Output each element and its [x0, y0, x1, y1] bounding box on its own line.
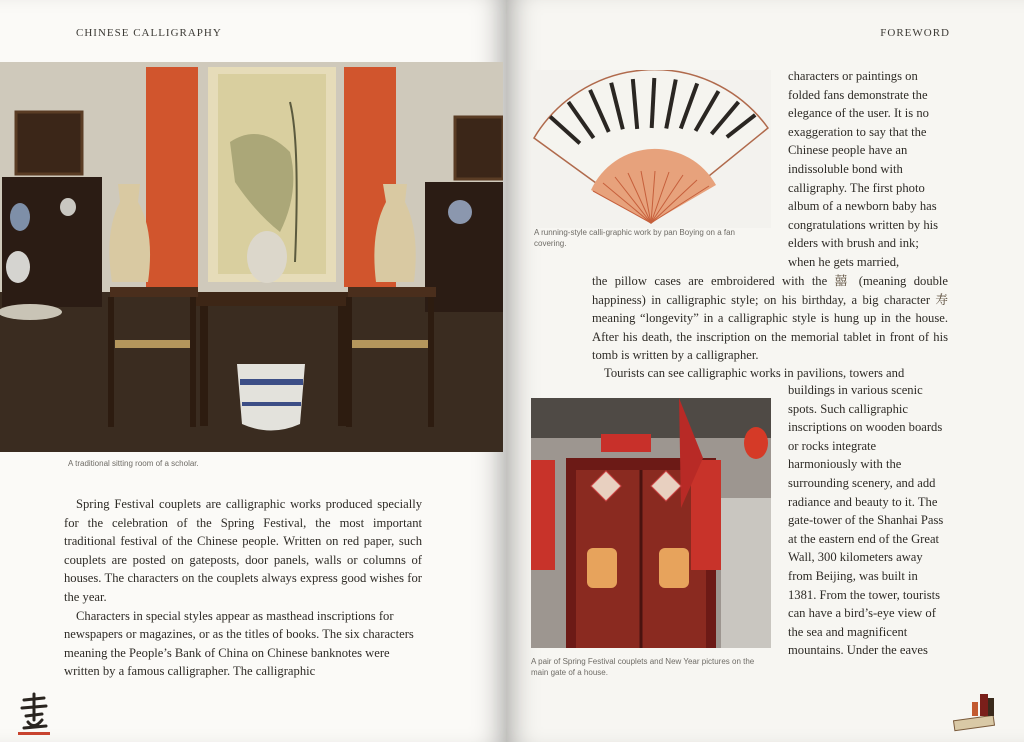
- left-body-text: [64, 495, 422, 681]
- wide-text-1: the pillow cases are embroidered with the: [592, 274, 835, 288]
- right-column-top: characters or paintings on folded fans demonstrate the elegance of the user. It is no exaggeration to say that the Chinese people have an indissoluble bond with calligraphy. The first photo album of a newborn baby has congratulations written by his elders with brush and ink; when he gets married,: [788, 69, 939, 269]
- scholar-room-photo: [0, 62, 503, 452]
- paragraph-spring-festival: Spring Festival couplets are calligraphic works produced specially for the celebration of the Spring Festival, the most important traditional festival of the Chinese people. Written on red paper, such couplets are posted on gateposts, door panels, walls or columns of houses. The characters on the couplets always express good wishes for the year.: [64, 497, 422, 604]
- paragraph-special-styles: Characters in special styles appear as masthead inscriptions for newspapers or magazines, or as the titles of books. The six characters meaning the People’s Bank of China on Chinese banknotes were written by a famous calligrapher. The calligraphic: [64, 608, 414, 679]
- character-longevity: 寿: [935, 292, 948, 307]
- door-photo-caption: A pair of Spring Festival couplets and New Year pictures on the main gate of a house.: [531, 657, 755, 677]
- scholar-room-caption: A traditional sitting room of a scholar.: [68, 459, 199, 468]
- running-header-right: FOREWORD: [880, 27, 950, 39]
- tourists-line: Tourists can see calligraphic works in pavilions, towers and: [604, 366, 905, 380]
- fan-photo-caption: A running-style calli-graphic work by pan Boying on a fan covering.: [534, 228, 735, 248]
- wide-text-3: meaning “longevity” in a calligraphic style is hung up in the house. After his death, the inscription on the memorial tablet in front of his tomb is written by a calligrapher.: [592, 311, 948, 363]
- books-and-brush-icon: [952, 688, 998, 736]
- fan-calligraphy-photo: [531, 70, 771, 228]
- running-header-left: CHINESE CALLIGRAPHY: [76, 27, 222, 39]
- left-page: [0, 0, 506, 742]
- right-page: [506, 0, 1024, 742]
- character-double-happiness: 囍: [834, 274, 852, 288]
- calligraphy-logo-icon: [18, 690, 50, 736]
- right-wide-paragraph: [592, 272, 948, 365]
- wide-text-2: (meaning double happiness) in calligraphic style; on his birthday, a big character: [592, 274, 948, 307]
- right-column-bottom: buildings in various scenic spots. Such calligraphic inscriptions on wooden boards or rocks integrate harmoniously with the surrounding scenery, and add radiance and beauty to it. The gate-tower of the Shanhai Pass at the eastern end of the Great Wall, 300 kilometers away from Beijing, was built in 1381. From the tower, tourists can have a bird’s-eye view of the sea and magnificent mountains. Under the eaves: [788, 383, 944, 658]
- festival-door-photo: [531, 398, 771, 648]
